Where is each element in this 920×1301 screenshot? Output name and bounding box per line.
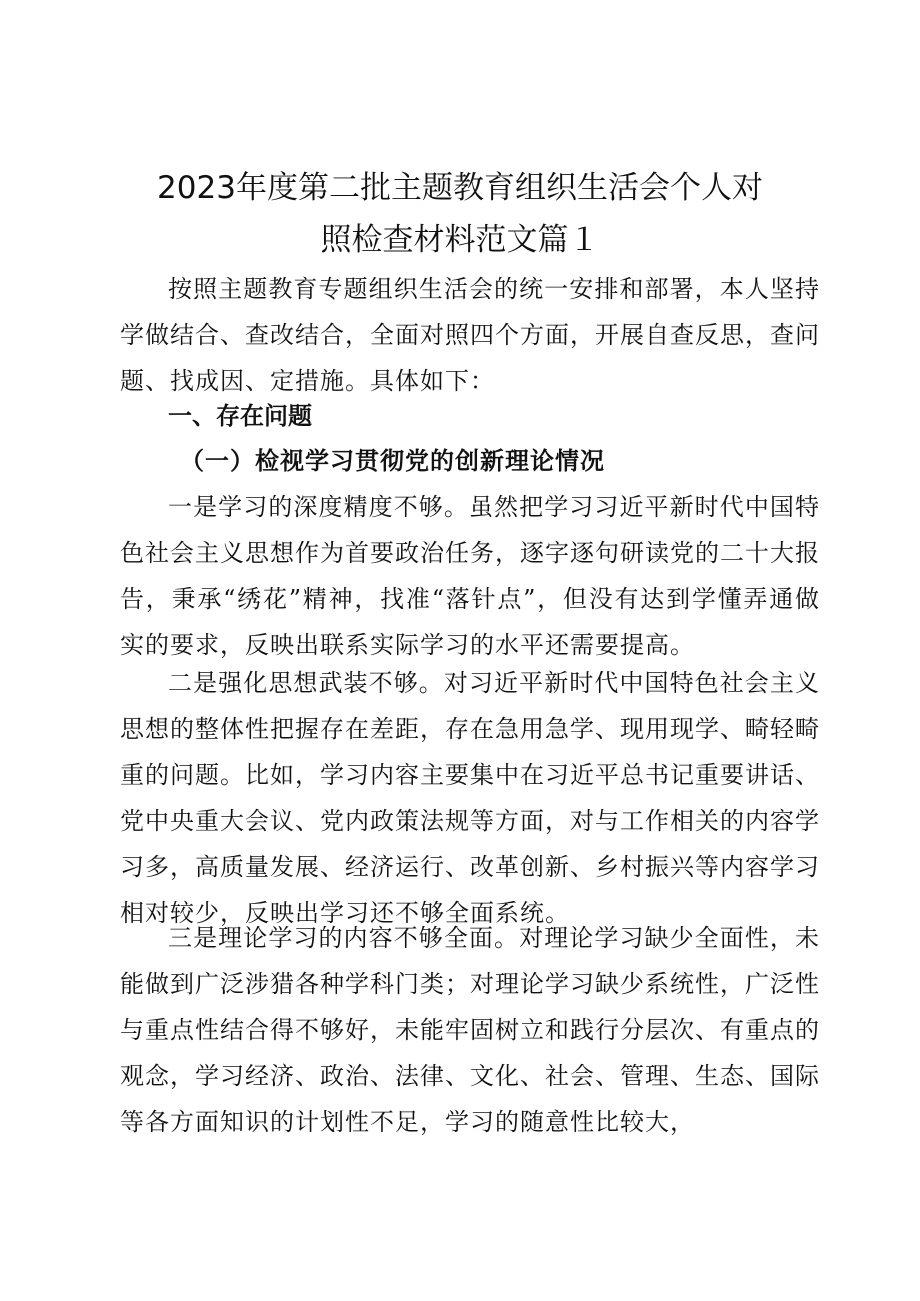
paragraph-third-point: 三是理论学习的内容不够全面。对理论学习缺少全面性，未能做到广泛涉猎各种学科门类；对理论学习缺少系统性，广泛性与重点性结合得不够好，未能牢固树立和践行分层次、有重点的观念，学习经济、政治、法律、文化、社会、管理、生态、国际等各方面知识的计划性不足，学习的随意性比较大， [120,924,820,1136]
document-title-line-2: 照检查材料范文篇１ [320,222,600,258]
intro-paragraph: 按照主题教育专题组织生活会的统一安排和部署，本人坚持学做结合、查改结合，全面对照四个方面，开展自查反思，查问题、找成因、定措施。具体如下： [120,275,820,395]
paragraph-first-point: 一是学习的深度精度不够。虽然把学习习近平新时代中国特色社会主义思想作为首要政治任务，逐字逐句研读党的二十大报告，秉承“绣花”精神，找准“落针点”，但没有达到学懂弄通做实的要求，反映出联系实际学习的水平还需要提高。 [120,493,820,659]
paragraph-second-point: 二是强化思想武装不够。对习近平新时代中国特色社会主义思想的整体性把握存在差距，存在急用急学、现用现学、畸轻畸重的问题。比如，学习内容主要集中在习近平总书记重要讲话、党中央重大会议、党内政策法规等方面，对与工作相关的内容学习多，高质量发展、经济运行、改革创新、乡村振兴等内容学习相对较少，反映出学习还不够全面系统。 [120,669,820,927]
subsection-heading-theory-study: （一）检视学习贯彻党的创新理论情况 [180,446,605,475]
section-heading-existing-problems: 一、存在问题 [168,402,312,430]
document-title-line-1: 2023年度第二批主题教育组织生活会个人对 [157,170,763,206]
